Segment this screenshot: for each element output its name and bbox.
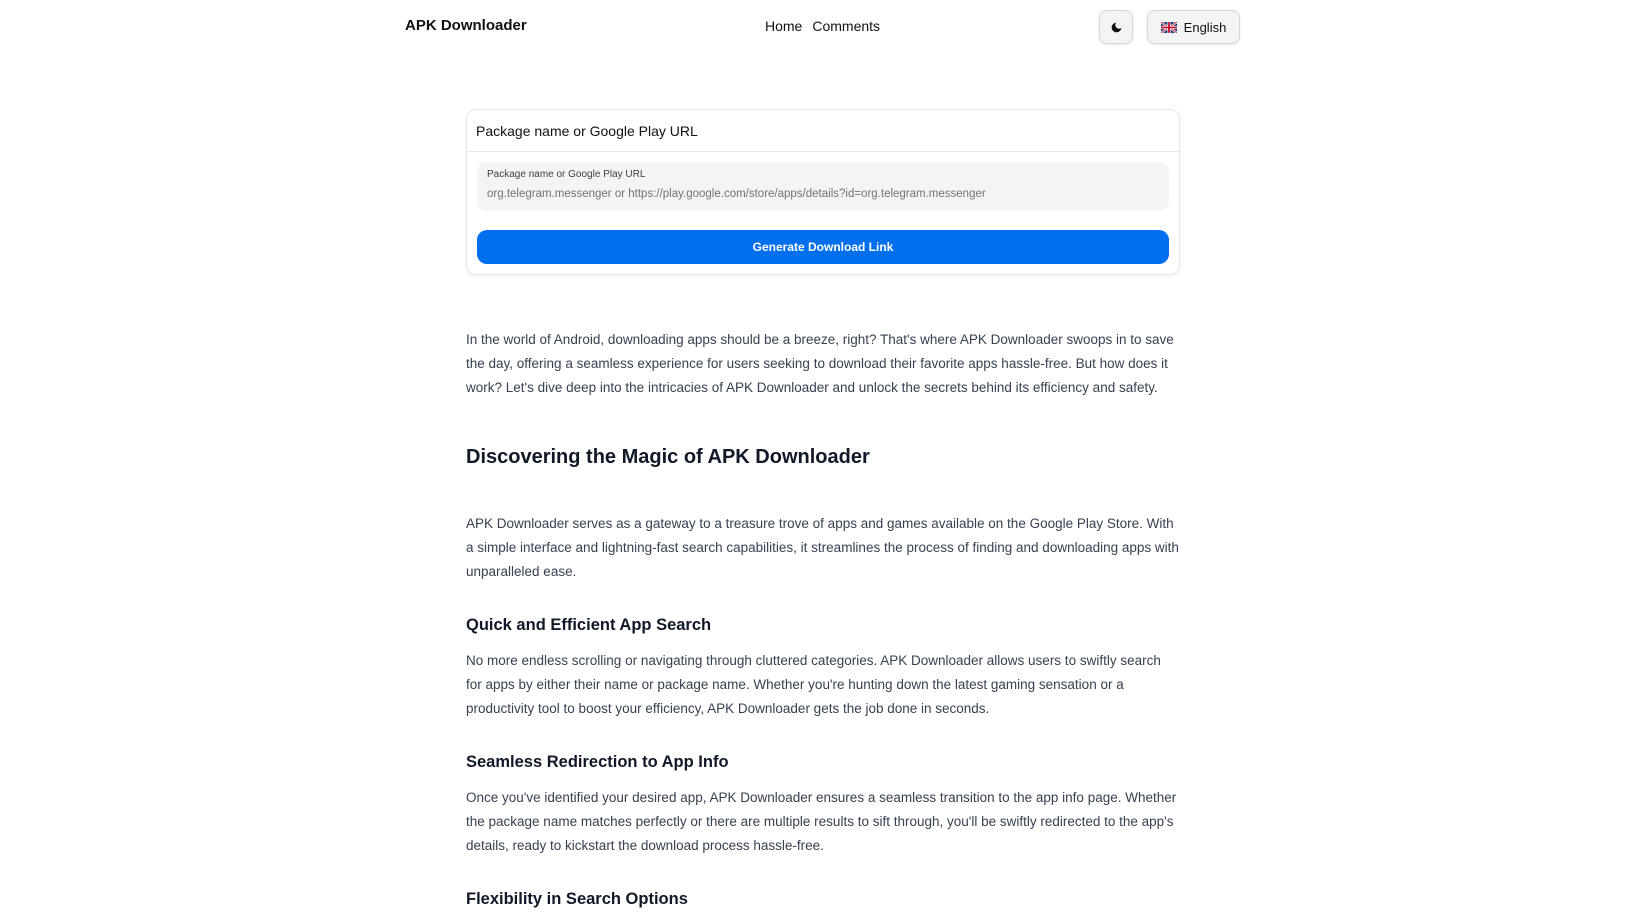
brand-logo-text[interactable]: APK Downloader [405, 17, 527, 34]
redirection-paragraph: Once you've identified your desired app, APK Downloader ensures a seamless transition to the app info page. Whether the package name matches perfectly or there are multiple results to sift through, you'll be swiftly redirected to the app's details, ready to kickstart the download process hassle-free. [466, 790, 1177, 853]
search-paragraph: No more endless scrolling or navigating through cluttered categories. APK Downloader allows users to swiftly search for apps by either their name or package name. Whether you're hunting down the latest gaming sensation or a productivity tool to boost your efficiency, APK Downloader gets the job done in seconds. [466, 653, 1161, 716]
section-heading: Discovering the Magic of APK Downloader [466, 446, 870, 468]
moon-icon [1110, 21, 1123, 34]
subsection-heading-flexibility: Flexibility in Search Options [466, 890, 688, 908]
form-title: Package name or Google Play URL [476, 123, 698, 139]
section-paragraph: APK Downloader serves as a gateway to a treasure trove of apps and games available on the Google Play Store. With a simple interface and lightning-fast search capabilities, it streamlines the process of finding and downloading apps with unparalleled ease. [466, 516, 1179, 579]
package-input-wrapper[interactable] [477, 162, 1169, 211]
generate-download-link-button[interactable]: Generate Download Link [477, 230, 1169, 264]
package-input[interactable] [487, 186, 1157, 202]
top-header [0, 0, 1632, 54]
nav-comments-link[interactable]: Comments [812, 18, 881, 34]
card-divider [467, 151, 1179, 152]
uk-flag-icon [1161, 22, 1177, 33]
download-form-card [466, 109, 1180, 275]
main-nav [765, 18, 880, 34]
language-label: English [1183, 19, 1227, 35]
theme-toggle-button[interactable] [1099, 10, 1133, 44]
language-select-button[interactable] [1147, 10, 1240, 44]
nav-home-link[interactable]: Home [765, 18, 803, 34]
subsection-heading-redirection: Seamless Redirection to App Info [466, 753, 729, 771]
intro-paragraph: In the world of Android, downloading apps should be a breeze, right? That's where APK Downloader swoops in to save the day, offering a seamless experience for users seeking to download their favorite apps hassle-free. But how does it work? Let's dive deep into the intricacies of APK Downloader and unlock the secrets behind its efficiency and safety. [466, 332, 1174, 395]
package-input-label: Package name or Google Play URL [487, 169, 646, 180]
subsection-heading-search: Quick and Efficient App Search [466, 616, 712, 634]
